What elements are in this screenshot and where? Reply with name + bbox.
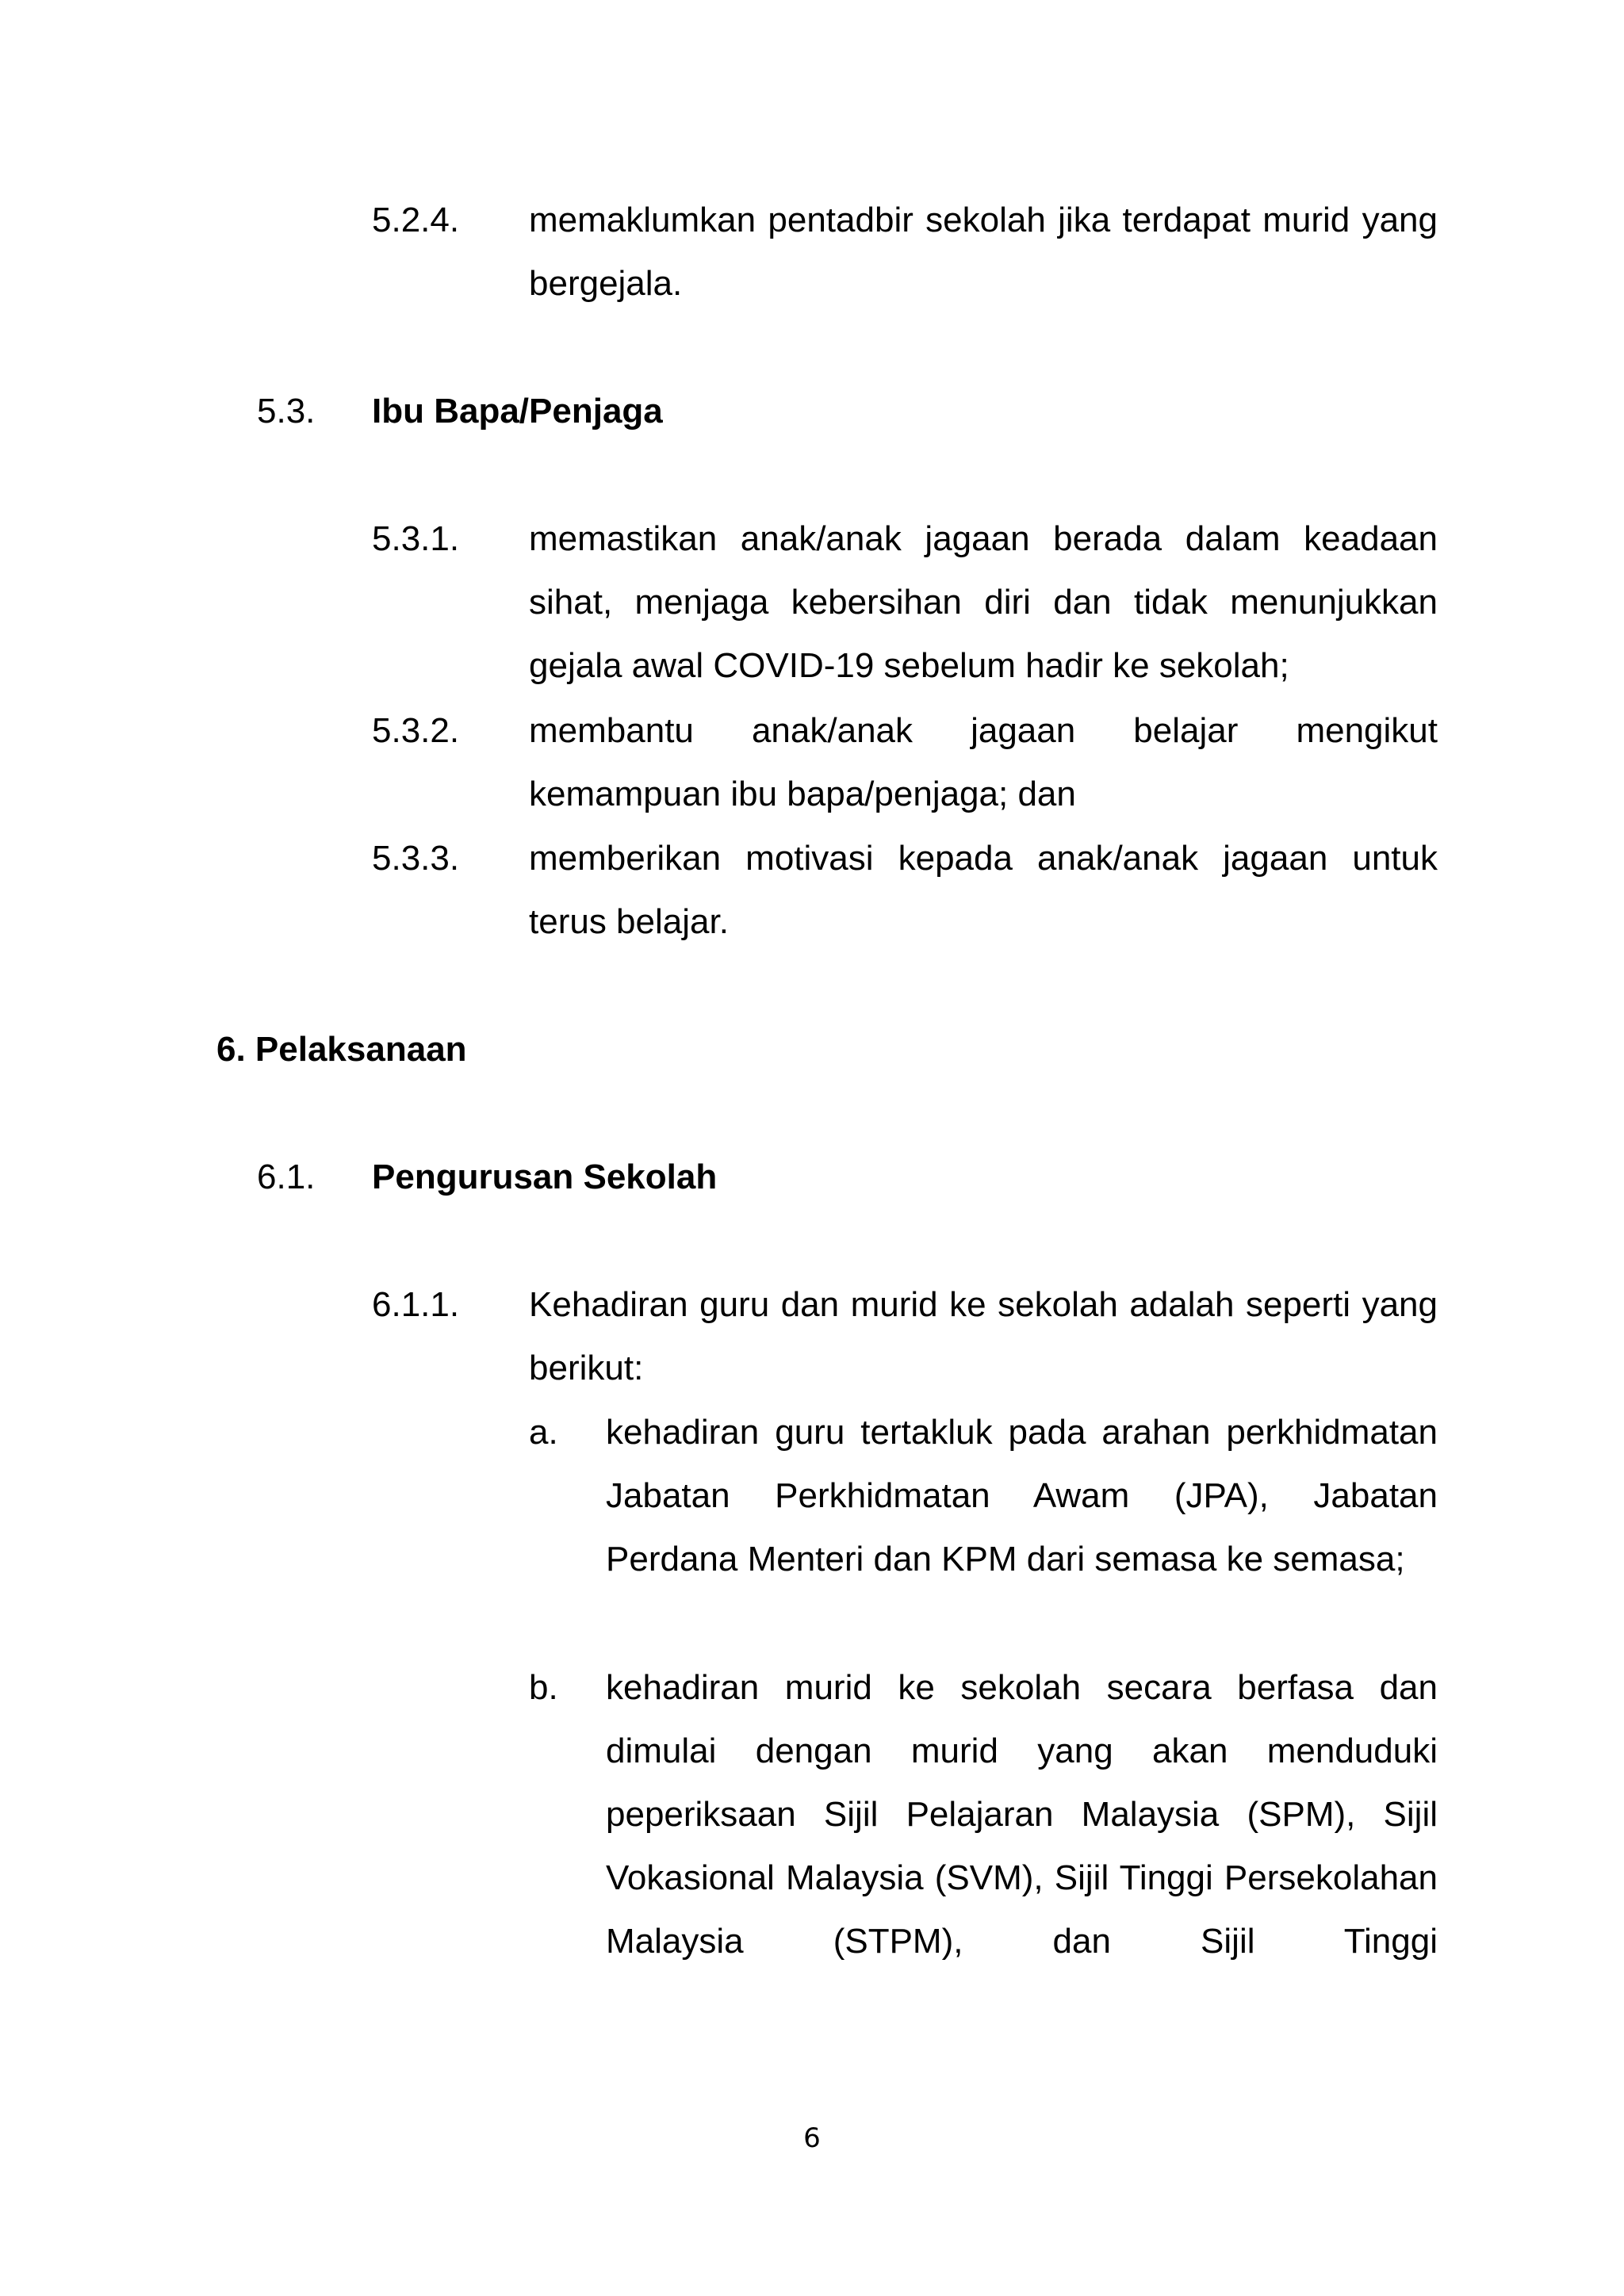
- section-number: 5.3.: [257, 392, 316, 430]
- sub-item-text: kehadiran guru tertakluk pada arahan perkhidmatan Jabatan Perkhidmatan Awam (JPA), Jabatan Perdana Menteri dan KPM dari semasa ke semasa;: [606, 1413, 1438, 1578]
- item-text: Kehadiran guru dan murid ke sekolah adalah seperti yang berikut:: [529, 1285, 1438, 1387]
- item-text: memastikan anak/anak jagaan berada dalam keadaan sihat, menjaga kebersihan diri dan tidak menunjukkan gejala awal COVID-19 sebelum hadir ke sekolah;: [529, 519, 1438, 685]
- sub-item-label: b.: [529, 1668, 558, 1707]
- item-text: memberikan motivasi kepada anak/anak jagaan untuk terus belajar.: [529, 839, 1438, 941]
- item-number: 5.3.1.: [372, 519, 460, 558]
- item-number: 6.1.1.: [372, 1285, 460, 1324]
- section-heading: Ibu Bapa/Penjaga: [372, 392, 663, 430]
- item-text: membantu anak/anak jagaan belajar mengikut kemampuan ibu bapa/penjaga; dan: [529, 711, 1438, 813]
- sub-item-text: kehadiran murid ke sekolah secara berfasa dan dimulai dengan murid yang akan menduduki peperiksaan Sijil Pelajaran Malaysia (SPM), Sijil Vokasional Malaysia (SVM), Sijil Tinggi Persekolahan Malaysia (STPM), dan Sijil Tinggi: [606, 1668, 1438, 1961]
- item-number: 5.3.2.: [372, 711, 460, 750]
- item-text: memaklumkan pentadbir sekolah jika terdapat murid yang bergejala.: [529, 201, 1438, 303]
- section-number: 6.1.: [257, 1158, 316, 1196]
- chapter-heading: 6. Pelaksanaan: [216, 1030, 467, 1069]
- item-number: 5.2.4.: [372, 201, 460, 239]
- section-heading: Pengurusan Sekolah: [372, 1158, 718, 1196]
- item-number: 5.3.3.: [372, 839, 460, 878]
- sub-item-label: a.: [529, 1413, 558, 1452]
- page-number: 6: [803, 2122, 821, 2154]
